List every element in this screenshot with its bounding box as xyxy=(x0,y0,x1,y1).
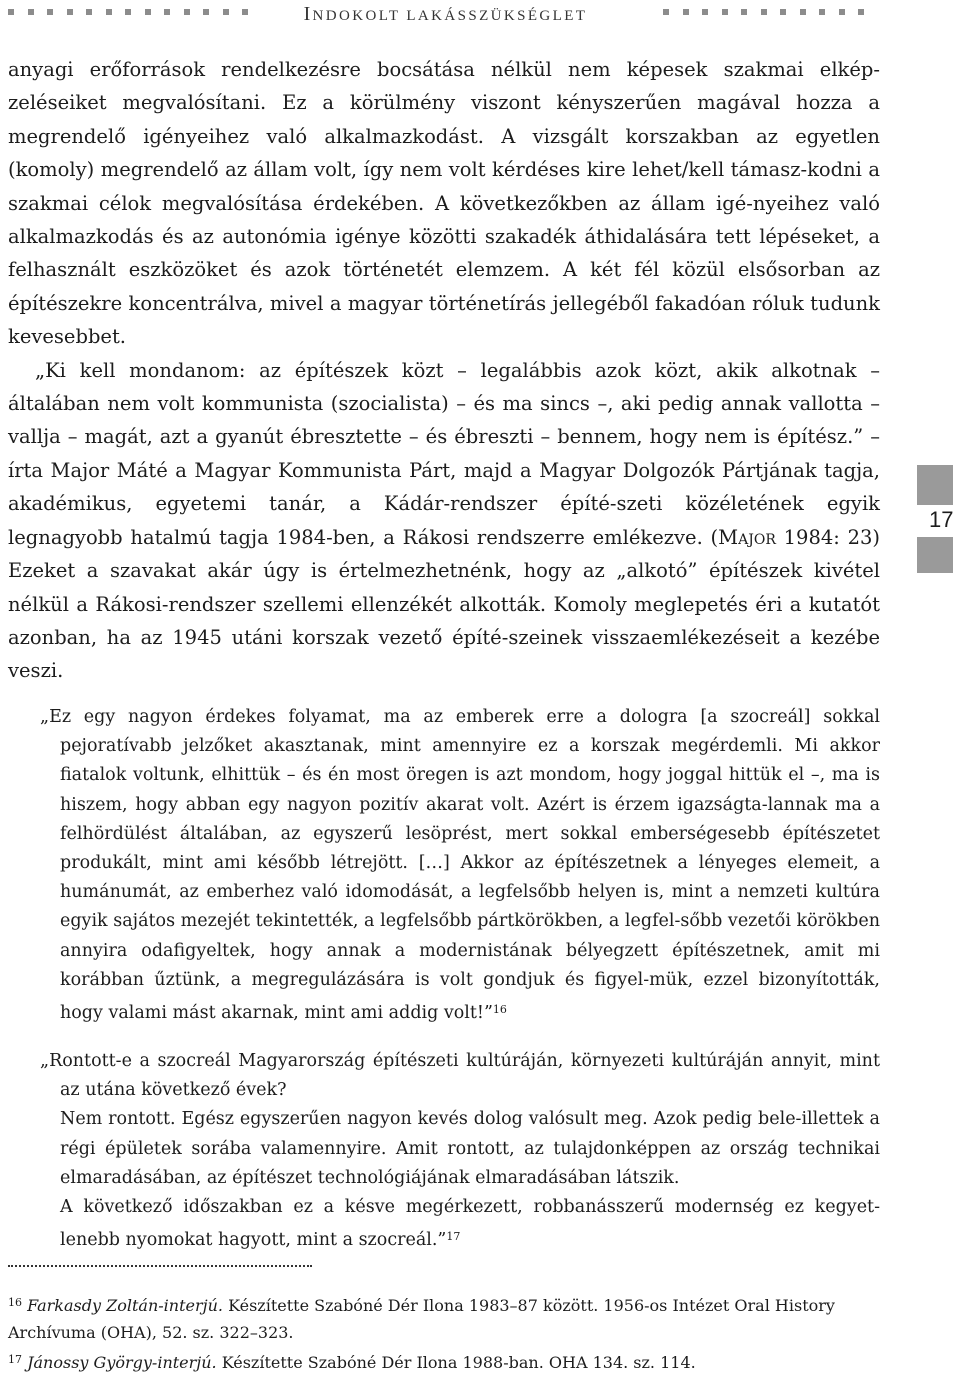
running-header xyxy=(0,0,960,28)
footnote-number: 16 xyxy=(8,1296,22,1309)
citation-author: Major xyxy=(718,525,776,549)
header-decor-left xyxy=(8,9,262,15)
page-number: 17 xyxy=(929,507,954,532)
footnote-title: Jánossy György-interjú. xyxy=(27,1353,217,1372)
footnote-separator xyxy=(8,1265,312,1267)
footnote-title: Farkasdy Zoltán-interjú. xyxy=(27,1296,223,1315)
paragraph-2-part-b: 1984: 23) Ezeket a szavakat akár úgy is értelmezhetnénk, hogy az „alkotó” építészek kivétel nélkül a Rákosi-rendszer szellemi ellenzékét alkották. Komoly meglepetés éri a kutatót azonban, ha az 1945 utáni korszak vezető építé-szeinek visszaemlékezéseit a kezébe veszi. xyxy=(8,525,881,683)
quote-2-answer-2 xyxy=(60,1193,880,1255)
header-title-rest: NDOKOLT LAKÁSSZÜKSÉGLET xyxy=(312,8,588,24)
footnote-ref-16[interactable]: 16 xyxy=(492,1003,507,1017)
block-quote-1 xyxy=(40,703,880,1028)
paragraph-1: anyagi erőforrások rendelkezésre bocsátása nélkül nem képesek szakmai elkép-zeléseiket megvalósítani. Ez a körülmény viszont kényszerűen magával hozza a megrendelő igényeihez való alkalmazkodást. A vizsgált korszakban az egyetlen (komoly) megrendelő az állam volt, így nem volt kérdéses kire lehet/kell támasz-kodni a szakmai célok megvalósítása érdekében. A következőkben az állam igé-nyeihez való alkalmazkodás és az autonómia igénye közötti szakadék áthidalására tett lépéseket, a felhasznált eszközöket és azok történetét elemzem. A két fél közül elsősorban az építészekre koncentrálva, mivel a magyar történetírás jellegéből fakadóan róluk tudunk kevesebbet. xyxy=(8,58,880,349)
header-title-initial: I xyxy=(303,3,313,25)
footnotes xyxy=(8,1289,888,1376)
quote-1-body: „Ez egy nagyon érdekes folyamat, ma az emberek erre a dologra [a szocreál] sokkal pejoratívabb jelzőket akasztanak, mint amennyire ez a korszak megérdemli. Mi akkor fiatalok voltunk, elhittük – és én most öregen is azt mondom, hogy joggal hittük el –, ma is hiszem, hogy abban egy nagyon pozitív akarat volt. Azért is érzem igazságta-lannak ma a felhördülést általában, az egyszerű lesöprést, mert sokkal emberségesebb építészetet produkált, mint ami később létrejött. […] Akkor az építészetnek a lényeges elemeit, a humánumát, az emberhez való idomodását, a legfelsőbb helyen is, mint a nemzeti kultúra egyik sajátos mezejét tekintették, a legfelsőbb pártkörökben, a legfel-sőbb vezetői körökben annyira odafigyeltek, hogy annak a modernistának bélyegzett építészetnek, amit mi korábban űztünk, a megregulázására is volt gondjuk és figyel-mük, ezzel bizonyították, hogy valami mást akarnak, mint ami addig volt!” xyxy=(40,707,880,1024)
paragraph-2-part-a: „Ki kell mondanom: az építészek közt – legalábbis azok közt, akik alkotnak – általában nem volt kommunista (szocialista) – és ma sincs –, aki pedig annak vallotta – vallja – magát, azt a gyanút ébresztette – és ébreszti – bennem, hogy nem is építész.” – írta Major Máté a Magyar Kommunista Párt, majd a Magyar Dolgozók Pártjának tagja, akadémikus, egyetemi tanár, a Kádár-rendszer építé-szeti közéletének egyik legnagyobb hatalmú tagja 1984-ben, a Rákosi rendszerre emlékezve. ( xyxy=(8,358,880,549)
quote-2-answer-2-body: A következő időszakban ez a késve megérkezett, robbanásszerű modernség ez kegyet-lenebb nyomokat hagyott, mint a szocreál.” xyxy=(60,1197,880,1251)
quote-2-question: „Rontott-e a szocreál Magyarország építészeti kultúráján, környezeti kultúráján annyit, mint az utána következő évek? xyxy=(40,1051,880,1101)
header-title xyxy=(268,3,623,26)
block-quote-2 xyxy=(40,1047,880,1255)
quote-2-answer-1: Nem rontott. Egész egyszerűen nagyon kevés dolog valósult meg. Azok pedig bele-illettek a régi épületek sorába valamennyire. Amit rontott, az tulajdonképpen az ország technikai elmaradásában, az építészet technológiájának elmaradásában látszik. xyxy=(60,1109,880,1188)
footnote-ref-17[interactable]: 17 xyxy=(446,1230,461,1244)
quote-1-text xyxy=(40,703,880,1028)
paragraph-2 xyxy=(8,354,880,688)
page-number-box xyxy=(917,505,960,537)
footnote-text: Készítette Szabóné Dér Ilona 1983–87 között. 1956-os Intézet Oral History Archívuma (OHA), 52. sz. 322–323. xyxy=(8,1296,835,1342)
body-text xyxy=(8,53,880,688)
footnote-number: 17 xyxy=(8,1353,22,1366)
footnote-17 xyxy=(8,1346,888,1376)
header-decor-right xyxy=(663,9,878,15)
footnote-16 xyxy=(8,1289,888,1346)
footnote-text: Készítette Szabóné Dér Ilona 1988-ban. OHA 134. sz. 114. xyxy=(216,1353,696,1372)
